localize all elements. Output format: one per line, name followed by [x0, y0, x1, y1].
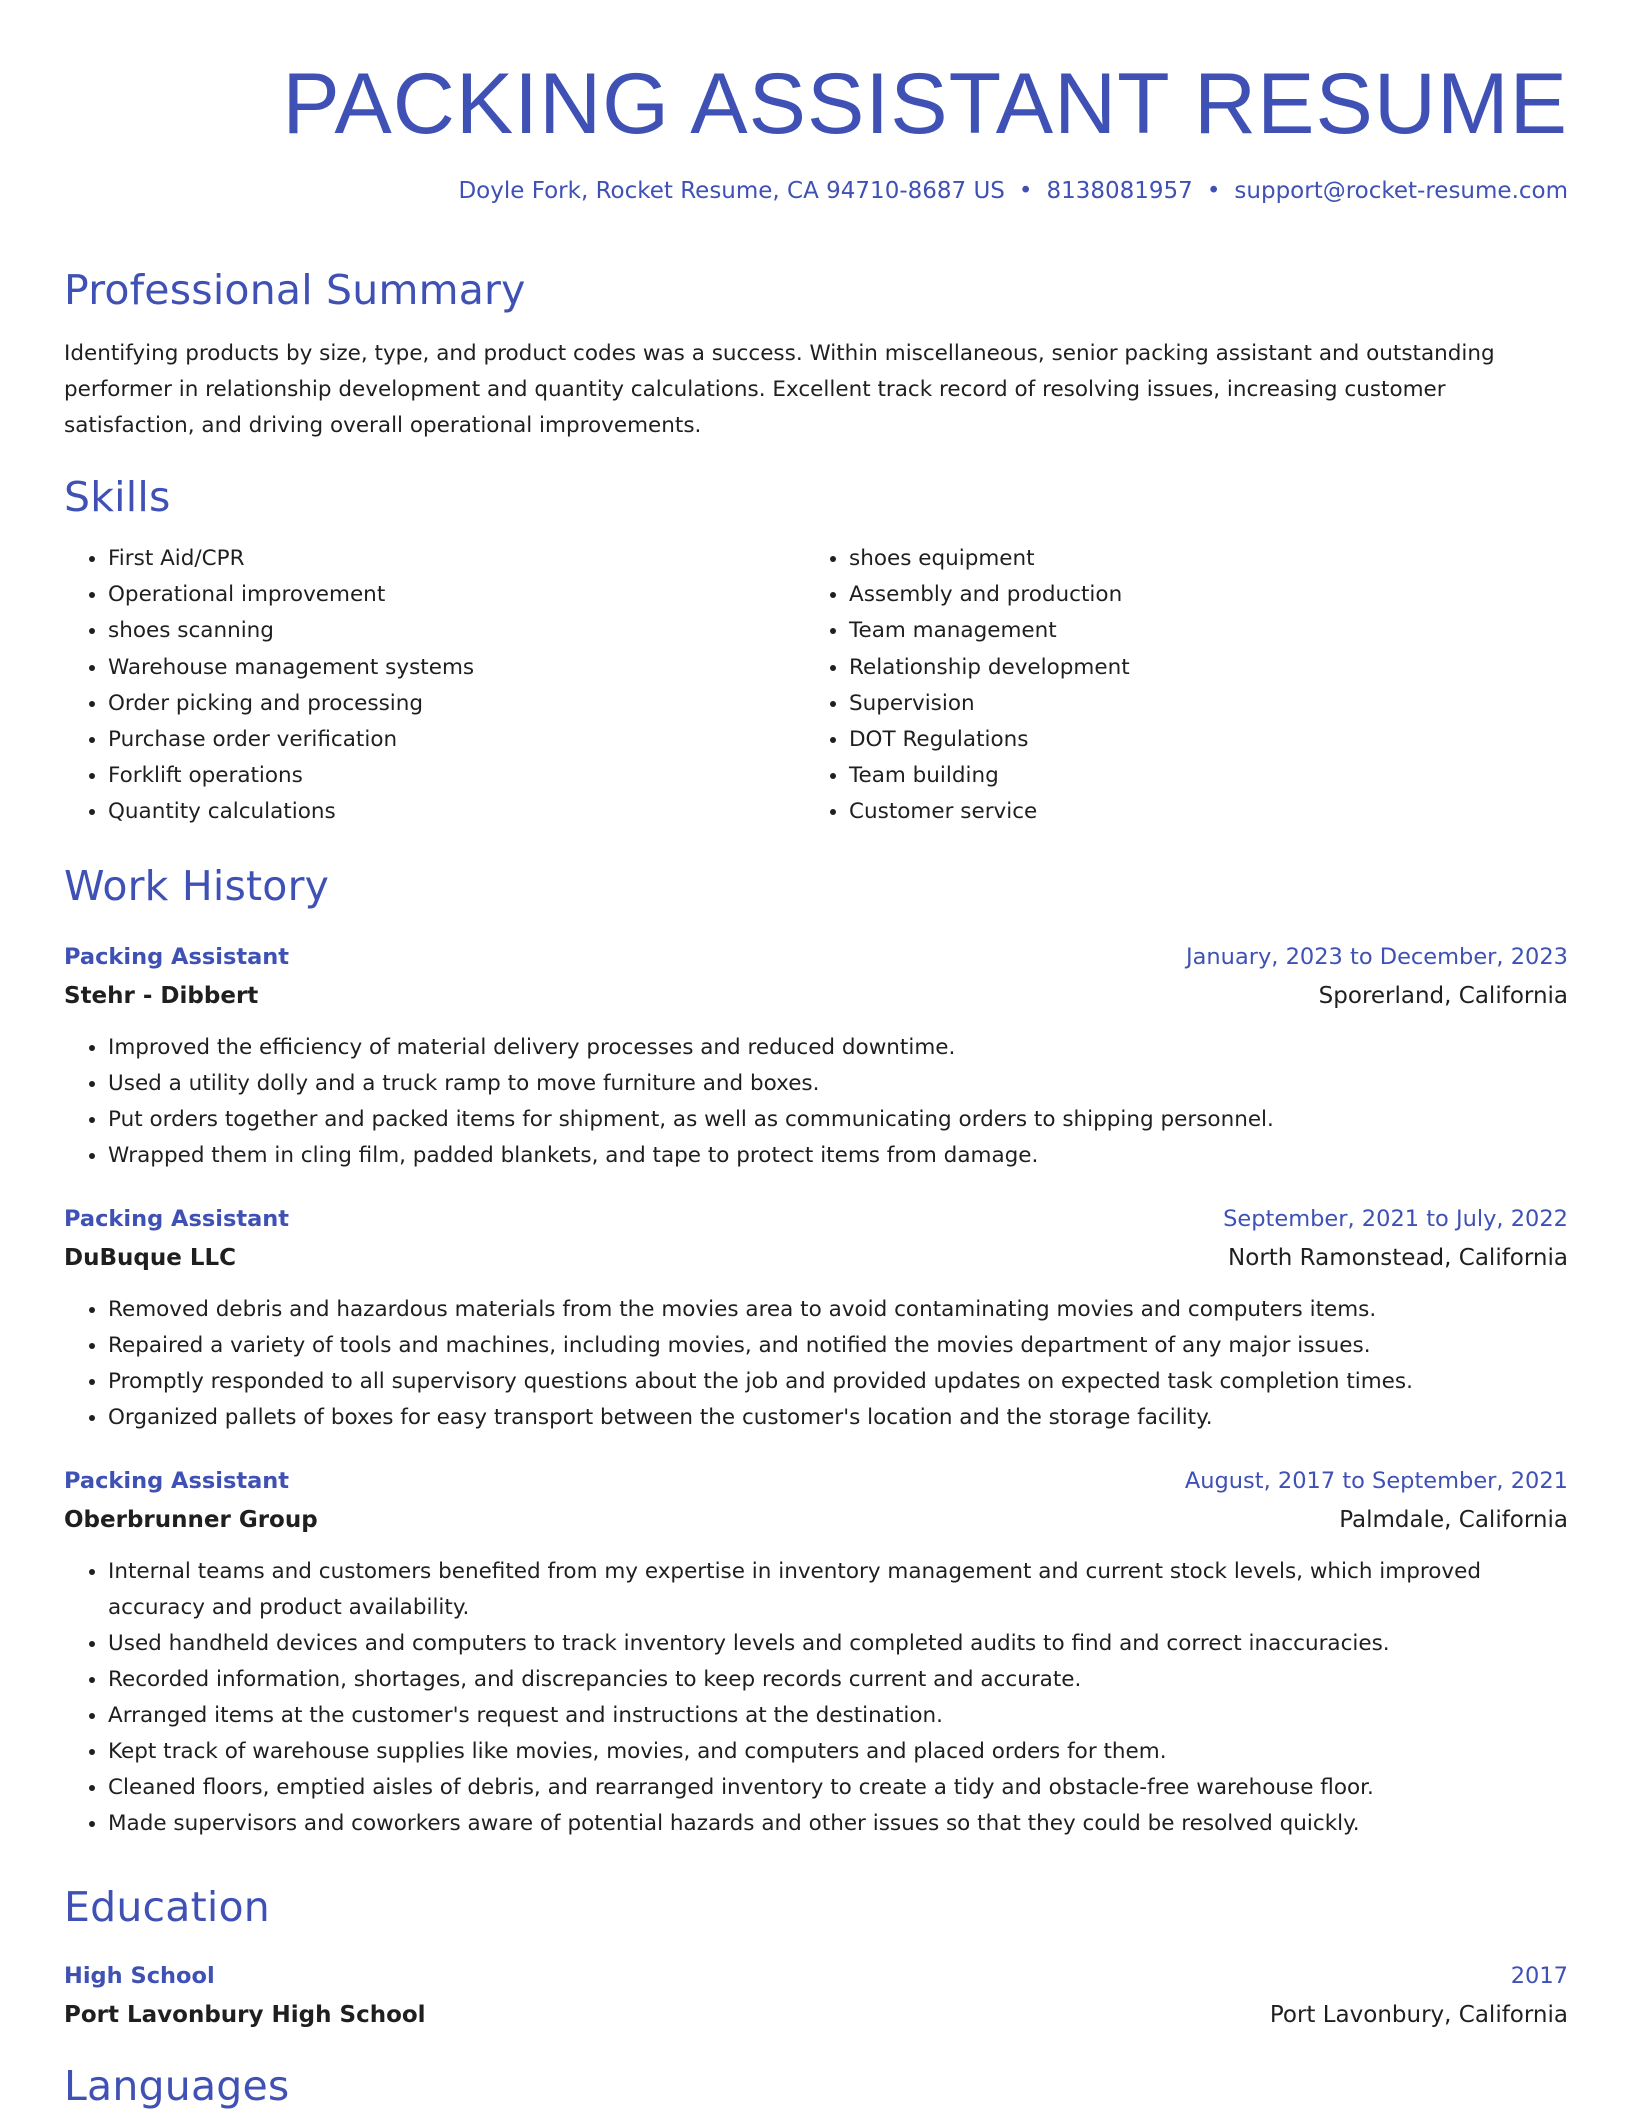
languages-section — [64, 2062, 1568, 2110]
job-title: Packing Assistant — [64, 1206, 290, 1232]
education-location: Port Lavonbury, California — [1269, 2002, 1568, 2028]
contact-email: support@rocket-resume.com — [1234, 178, 1568, 204]
contact-line — [458, 178, 1568, 204]
job-company-row — [64, 976, 1568, 1016]
skill-item: • Order picking and processing — [108, 686, 805, 722]
job-company: Oberbrunner Group — [64, 1507, 318, 1533]
skill-item: • Purchase order verification — [108, 722, 805, 758]
job-location: North Ramonstead, California — [1228, 1245, 1568, 1271]
skill-item: • Supervision — [849, 686, 1546, 722]
contact-separator: • — [1018, 178, 1033, 204]
contact-separator: • — [1206, 178, 1221, 204]
education-degree: High School — [64, 1963, 215, 1989]
section-heading: Education — [64, 1883, 270, 1931]
job-bullet: • Put orders together and packed items for shipment, as well as communicating orders to shipping personnel. — [108, 1102, 1568, 1138]
section-heading: Languages — [64, 2062, 290, 2110]
job-bullet: • Promptly responded to all supervisory questions about the job and provided updates on expected task completion times. — [108, 1364, 1568, 1400]
job-bullet: • Arranged items at the customer's request and instructions at the destination. — [108, 1698, 1568, 1734]
contact-phone: 8138081957 — [1046, 178, 1193, 204]
skill-item: • Team building — [849, 758, 1546, 794]
job-bullet: • Cleaned floors, emptied aisles of debris, and rearranged inventory to create a tidy and obstacle-free warehouse floor. — [108, 1770, 1568, 1806]
education-header-row — [64, 1957, 1568, 1995]
skills-list-left — [64, 541, 805, 831]
jobs-list — [64, 938, 1568, 1842]
job-entry — [64, 1200, 1568, 1436]
skill-item: • shoes scanning — [108, 613, 805, 649]
skill-item: • shoes equipment — [849, 541, 1546, 577]
education-school-row — [64, 1995, 1568, 2035]
job-bullet: • Organized pallets of boxes for easy transport between the customer's location and the storage facility. — [108, 1400, 1568, 1436]
education-section — [64, 1883, 1568, 2035]
contact-address: Doyle Fork, Rocket Resume, CA 94710-8687 US — [458, 178, 1005, 204]
skill-item: • Operational improvement — [108, 577, 805, 613]
job-bullet: • Wrapped them in cling film, padded blankets, and tape to protect items from damage. — [108, 1138, 1568, 1174]
skill-item: • Quantity calculations — [108, 794, 805, 830]
job-dates: September, 2021 to July, 2022 — [1223, 1206, 1568, 1232]
section-heading: Work History — [64, 862, 330, 910]
job-company-row — [64, 1500, 1568, 1540]
job-title: Packing Assistant — [64, 944, 290, 970]
job-title: Packing Assistant — [64, 1468, 290, 1494]
skill-item: • Customer service — [849, 794, 1546, 830]
job-bullet: • Used a utility dolly and a truck ramp to move furniture and boxes. — [108, 1066, 1568, 1102]
section-heading: Skills — [64, 473, 171, 521]
skill-item: • Team management — [849, 613, 1546, 649]
skills-section — [64, 473, 1568, 831]
job-bullet: • Used handheld devices and computers to track inventory levels and completed audits to find and correct inaccuracies. — [108, 1626, 1568, 1662]
job-company: Stehr - Dibbert — [64, 983, 259, 1009]
job-header-row — [64, 1462, 1568, 1500]
job-dates: January, 2023 to December, 2023 — [1186, 944, 1568, 970]
job-header-row — [64, 1200, 1568, 1238]
job-bullets — [64, 1292, 1568, 1436]
resume-title: PACKING ASSISTANT RESUME — [282, 56, 1568, 152]
job-bullet: • Kept track of warehouse supplies like movies, movies, and computers and placed orders for them. — [108, 1734, 1568, 1770]
job-bullet: • Repaired a variety of tools and machines, including movies, and notified the movies department of any major issues. — [108, 1328, 1568, 1364]
job-bullet: • Made supervisors and coworkers aware of potential hazards and other issues so that they could be resolved quickly. — [108, 1806, 1568, 1842]
skill-item: • Assembly and production — [849, 577, 1546, 613]
section-heading: Professional Summary — [64, 266, 526, 314]
work-history-section — [64, 862, 1568, 1842]
skills-columns — [64, 541, 1568, 831]
job-location: Sporerland, California — [1318, 983, 1568, 1009]
job-bullet: • Improved the efficiency of material delivery processes and reduced downtime. — [108, 1030, 1568, 1066]
professional-summary-section — [64, 266, 1568, 444]
education-school: Port Lavonbury High School — [64, 2002, 426, 2028]
skill-item: • Relationship development — [849, 650, 1546, 686]
job-bullets — [64, 1554, 1568, 1842]
job-company: DuBuque LLC — [64, 1245, 237, 1271]
skill-item: • First Aid/CPR — [108, 541, 805, 577]
skills-list-right — [805, 541, 1546, 831]
job-location: Palmdale, California — [1339, 1507, 1568, 1533]
education-year: 2017 — [1510, 1963, 1568, 1989]
job-bullets — [64, 1030, 1568, 1174]
job-bullet: • Internal teams and customers benefited from my expertise in inventory management and current stock levels, which improved accuracy and product availability. — [108, 1554, 1568, 1626]
summary-text: Identifying products by size, type, and product codes was a success. Within miscellaneous, senior packing assistant and outstanding performer in relationship development and quantity calculations. Excellent track record of resolving issues, increasing customer satisfaction, and driving overall operational improvements. — [64, 341, 1495, 438]
job-entry — [64, 938, 1568, 1174]
job-entry — [64, 1462, 1568, 1842]
job-dates: August, 2017 to September, 2021 — [1184, 1468, 1568, 1494]
job-company-row — [64, 1238, 1568, 1278]
job-header-row — [64, 938, 1568, 976]
skill-item: • DOT Regulations — [849, 722, 1546, 758]
job-bullet: • Recorded information, shortages, and discrepancies to keep records current and accurate. — [108, 1662, 1568, 1698]
skill-item: • Warehouse management systems — [108, 650, 805, 686]
skill-item: • Forklift operations — [108, 758, 805, 794]
job-bullet: • Removed debris and hazardous materials from the movies area to avoid contaminating movies and computers items. — [108, 1292, 1568, 1328]
